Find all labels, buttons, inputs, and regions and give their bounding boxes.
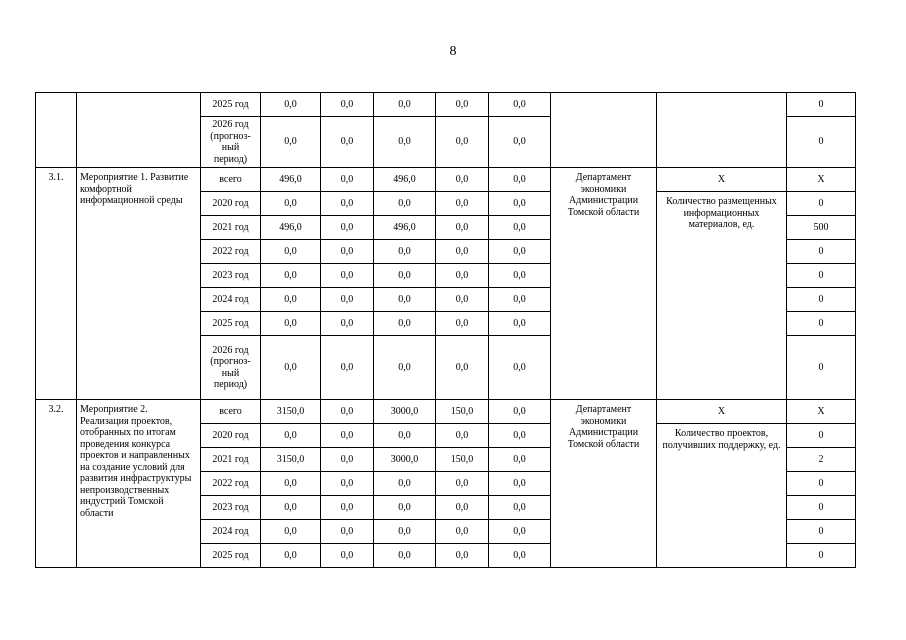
value-cell: 0,0	[436, 312, 489, 336]
indicator-value-cell: 0	[787, 336, 856, 400]
measure-number-cell	[36, 93, 77, 168]
value-cell: 0,0	[436, 93, 489, 117]
value-cell: 0,0	[321, 520, 374, 544]
year-cell: 2025 год	[201, 544, 261, 568]
indicator-value-cell: 0	[787, 424, 856, 448]
value-cell: 0,0	[436, 264, 489, 288]
measure-number: 3.2.	[36, 400, 77, 568]
indicator-total: Х	[657, 168, 787, 192]
year-cell: 2020 год	[201, 424, 261, 448]
year-cell: 2025 год	[201, 93, 261, 117]
indicator-value-cell: 0	[787, 472, 856, 496]
table-row	[36, 93, 856, 117]
year-cell: 2024 год	[201, 520, 261, 544]
indicator-value-cell: 0	[787, 264, 856, 288]
value-cell: 0,0	[261, 544, 321, 568]
indicator-value-cell: 0	[787, 240, 856, 264]
indicator-value-cell: 0	[787, 544, 856, 568]
value-cell: 0,0	[489, 400, 551, 424]
value-cell: 0,0	[436, 544, 489, 568]
value-cell: 0,0	[489, 424, 551, 448]
value-cell: 0,0	[436, 240, 489, 264]
value-cell: 150,0	[436, 448, 489, 472]
indicator-name: Количество размещенных информационных материалов, ед.	[657, 192, 787, 400]
executor-cell	[551, 93, 657, 168]
value-cell: 0,0	[321, 424, 374, 448]
value-cell: 0,0	[321, 264, 374, 288]
value-cell: 0,0	[374, 288, 436, 312]
value-cell: 0,0	[436, 472, 489, 496]
value-cell: 0,0	[261, 472, 321, 496]
value-cell: 0,0	[374, 544, 436, 568]
year-cell: 2026 год (прогноз-ный период)	[201, 117, 261, 168]
value-cell: 496,0	[261, 168, 321, 192]
executor: Департамент экономики Администрации Томской области	[551, 400, 657, 568]
year-cell: 2025 год	[201, 312, 261, 336]
value-cell: 0,0	[261, 264, 321, 288]
value-cell: 0,0	[261, 336, 321, 400]
value-cell: 0,0	[374, 192, 436, 216]
indicator-value-cell: 0	[787, 117, 856, 168]
value-cell: 0,0	[261, 288, 321, 312]
measures-table	[35, 92, 856, 568]
value-cell: 0,0	[489, 288, 551, 312]
page-number: 8	[449, 44, 457, 59]
value-cell: 0,0	[261, 424, 321, 448]
indicator-value-cell: 0	[787, 93, 856, 117]
table-row	[36, 400, 856, 424]
value-cell: 496,0	[374, 168, 436, 192]
indicator-value-cell: 0	[787, 288, 856, 312]
indicator-name-cell	[657, 93, 787, 168]
year-cell: 2023 год	[201, 496, 261, 520]
value-cell: 0,0	[436, 168, 489, 192]
indicator-name: Количество проектов, получивших поддержку, ед.	[657, 424, 787, 568]
value-cell: 0,0	[321, 312, 374, 336]
value-cell: 3000,0	[374, 400, 436, 424]
year-cell: 2024 год	[201, 288, 261, 312]
value-cell: 0,0	[321, 472, 374, 496]
value-cell: 0,0	[374, 472, 436, 496]
value-cell: 0,0	[489, 216, 551, 240]
indicator-value-cell: 2	[787, 448, 856, 472]
value-cell: 0,0	[261, 117, 321, 168]
value-cell: 0,0	[436, 288, 489, 312]
value-cell: 0,0	[374, 117, 436, 168]
value-cell: 0,0	[489, 448, 551, 472]
value-cell: 0,0	[436, 336, 489, 400]
value-cell: 0,0	[489, 192, 551, 216]
value-cell: 0,0	[374, 520, 436, 544]
value-cell: 0,0	[489, 117, 551, 168]
value-cell: 0,0	[321, 192, 374, 216]
indicator-value-cell: 500	[787, 216, 856, 240]
table-row	[36, 168, 856, 192]
value-cell: 0,0	[489, 496, 551, 520]
year-cell: всего	[201, 400, 261, 424]
value-cell: 496,0	[374, 216, 436, 240]
year-cell: всего	[201, 168, 261, 192]
value-cell: 0,0	[436, 117, 489, 168]
value-cell: 0,0	[321, 448, 374, 472]
indicator-value-cell: Х	[787, 168, 856, 192]
value-cell: 0,0	[321, 240, 374, 264]
value-cell: 0,0	[489, 168, 551, 192]
value-cell: 0,0	[321, 336, 374, 400]
year-cell: 2026 год (прогноз-ный период)	[201, 336, 261, 400]
value-cell: 0,0	[436, 216, 489, 240]
year-cell: 2021 год	[201, 448, 261, 472]
value-cell: 0,0	[489, 240, 551, 264]
indicator-value-cell: Х	[787, 400, 856, 424]
value-cell: 0,0	[374, 93, 436, 117]
value-cell: 0,0	[261, 240, 321, 264]
year-cell: 2020 год	[201, 192, 261, 216]
year-cell: 2022 год	[201, 240, 261, 264]
measure-number: 3.1.	[36, 168, 77, 400]
value-cell: 0,0	[321, 496, 374, 520]
value-cell: 0,0	[436, 424, 489, 448]
measure-name: Мероприятие 2. Реализация проектов, отобранных по итогам проведения конкурса проектов и направленных на создание условий для развития инфраструктуры непроизводственных индустрий Томской области	[77, 400, 201, 568]
value-cell: 0,0	[261, 312, 321, 336]
value-cell: 0,0	[374, 312, 436, 336]
value-cell: 3000,0	[374, 448, 436, 472]
value-cell: 0,0	[374, 336, 436, 400]
value-cell: 0,0	[321, 216, 374, 240]
year-cell: 2023 год	[201, 264, 261, 288]
value-cell: 0,0	[321, 400, 374, 424]
value-cell: 0,0	[374, 496, 436, 520]
indicator-total: Х	[657, 400, 787, 424]
value-cell: 0,0	[489, 472, 551, 496]
year-cell: 2021 год	[201, 216, 261, 240]
value-cell: 3150,0	[261, 448, 321, 472]
value-cell: 0,0	[489, 264, 551, 288]
value-cell: 496,0	[261, 216, 321, 240]
value-cell: 0,0	[374, 264, 436, 288]
value-cell: 0,0	[321, 288, 374, 312]
value-cell: 0,0	[321, 117, 374, 168]
indicator-value-cell: 0	[787, 312, 856, 336]
indicator-value-cell: 0	[787, 496, 856, 520]
value-cell: 0,0	[321, 544, 374, 568]
value-cell: 0,0	[489, 312, 551, 336]
year-cell: 2022 год	[201, 472, 261, 496]
value-cell: 150,0	[436, 400, 489, 424]
indicator-value-cell: 0	[787, 520, 856, 544]
executor: Департамент экономики Администрации Томской области	[551, 168, 657, 400]
value-cell: 0,0	[321, 93, 374, 117]
value-cell: 0,0	[489, 520, 551, 544]
value-cell: 0,0	[436, 192, 489, 216]
indicator-value-cell: 0	[787, 192, 856, 216]
value-cell: 0,0	[489, 544, 551, 568]
value-cell: 0,0	[374, 240, 436, 264]
measure-name: Мероприятие 1. Развитие комфортной информационной среды	[77, 168, 201, 400]
value-cell: 0,0	[436, 496, 489, 520]
measure-name-cell	[77, 93, 201, 168]
value-cell: 0,0	[489, 93, 551, 117]
value-cell: 0,0	[261, 93, 321, 117]
value-cell: 0,0	[261, 192, 321, 216]
value-cell: 0,0	[489, 336, 551, 400]
value-cell: 0,0	[374, 424, 436, 448]
value-cell: 0,0	[261, 520, 321, 544]
value-cell: 3150,0	[261, 400, 321, 424]
value-cell: 0,0	[436, 520, 489, 544]
value-cell: 0,0	[321, 168, 374, 192]
value-cell: 0,0	[261, 496, 321, 520]
